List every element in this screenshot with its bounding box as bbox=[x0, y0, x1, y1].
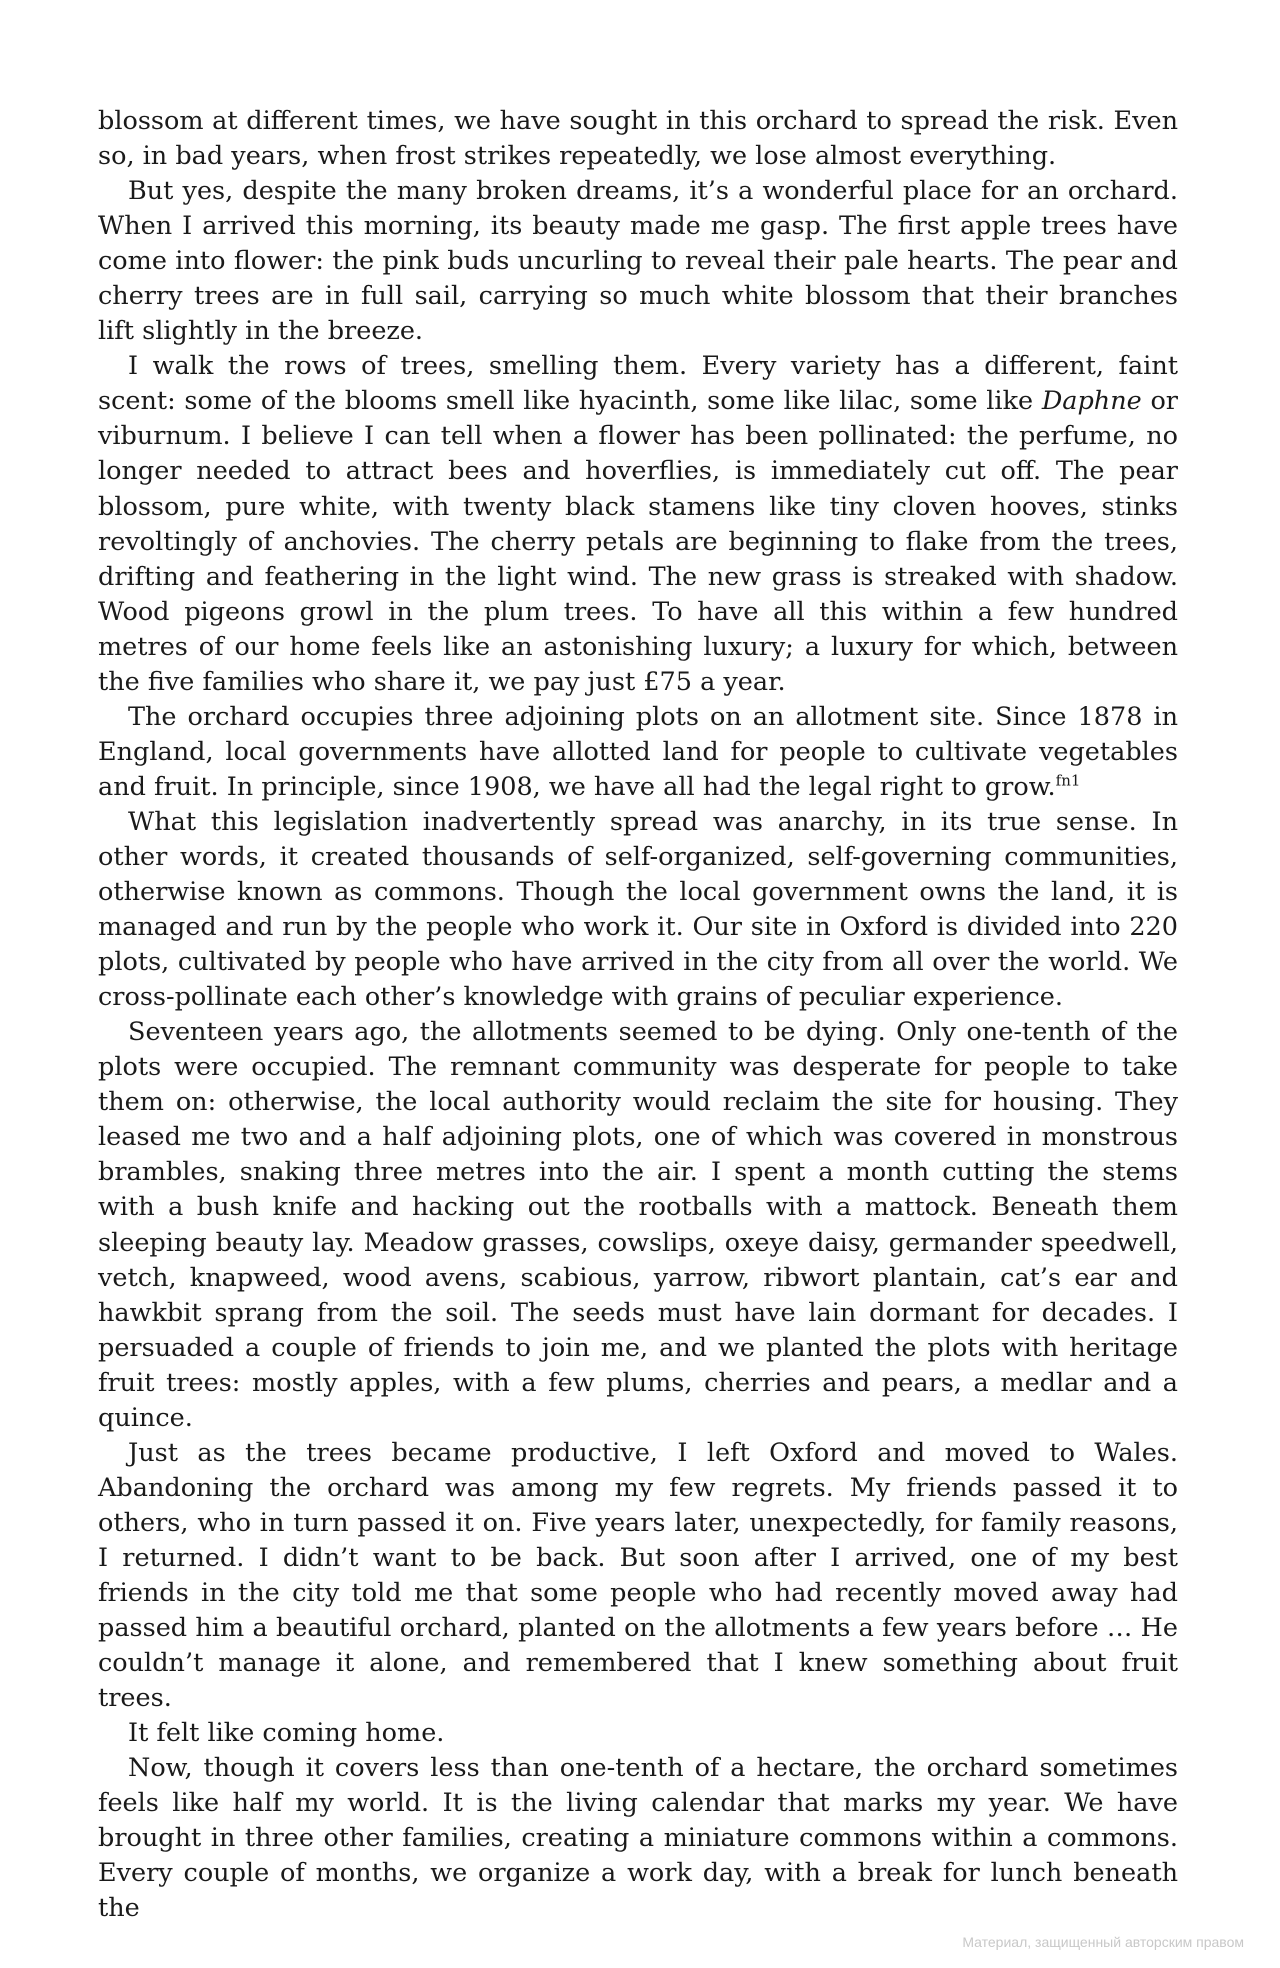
paragraph-5: What this legislation inadvertently spread was anarchy, in its true sense. In other words, it created thousands of self-organized, self-governing communities, otherwise known as commons. Though the local government owns the land, it is managed and run by the people who work it. Our site in Oxford is divided into 220 plots, cultivated by people who have arrived in the city from all over the world. We cross-pollinate each other’s knowledge with grains of peculiar experience. bbox=[98, 806, 1178, 1013]
paragraph-3-text-before: I walk the rows of trees, smelling them. Every variety has a different, faint scent: some of the blooms smell like hyacinth, some like lilac, some like bbox=[98, 351, 1178, 417]
paragraph-6: Seventeen years ago, the allotments seemed to be dying. Only one-tenth of the plots were occupied. The remnant community was desperate for people to take them on: otherwise, the local authority would reclaim the site for housing. They leased me two and a half adjoining plots, one of which was covered in monstrous brambles, snaking three metres into the air. I spent a month cutting the stems with a bush knife and hacking out the rootballs with a mattock. Beneath them sleeping beauty lay. Meadow grasses, cowslips, oxeye daisy, germander speedwell, vetch, knapweed, wood avens, scabious, yarrow, ribwort plantain, cat’s ear and hawkbit sprang from the soil. The seeds must have lain dormant for decades. I persuaded a couple of friends to join me, and we planted the plots with heritage fruit trees: mostly apples, with a few plums, cherries and pears, a medlar and a quince. bbox=[98, 1017, 1178, 1433]
paragraph-2: But yes, despite the many broken dreams, it’s a wonderful place for an orchard. When I arrived this morning, its beauty made me gasp. The first apple trees have come into flower: the pink buds uncurling to reveal their pale hearts. The pear and cherry trees are in full sail, carrying so much white blossom that their branches lift slightly in the breeze. bbox=[98, 176, 1178, 347]
paragraph-3-text-after: or viburnum. I believe I can tell when a flower has been pollinated: the perfume, no longer needed to attract bees and hoverflies, is immediately cut off. The pear blossom, pure white, with twenty black stamens like tiny cloven hooves, stinks revoltingly of anchovies. The cherry petals are beginning to flake from the trees, drifting and feathering in the light wind. The new grass is streaked with shadow. Wood pigeons growl in the plum trees. To have all this within a few hundred metres of our home feels like an astonishing luxury; a luxury for which, between the five families who share it, we pay just £75 a year. bbox=[98, 386, 1178, 697]
paragraph-8: It felt like coming home. bbox=[128, 1718, 445, 1749]
paragraph-7: Just as the trees became productive, I left Oxford and moved to Wales. Abandoning the orchard was among my few regrets. My friends passed it to others, who in turn passed it on. Five years later, unexpectedly, for family reasons, I returned. I didn’t want to be back. But soon after I arrived, one of my best friends in the city told me that some people who had recently moved away had passed him a beautiful orchard, planted on the allotments a few years before … He couldn’t manage it alone, and remembered that I knew something about fruit trees. bbox=[98, 1437, 1178, 1714]
paragraph-4 bbox=[98, 700, 1178, 805]
daphne-italic: Daphne bbox=[1041, 386, 1142, 417]
paragraph-1: blossom at different times, we have sought in this orchard to spread the risk. Even so, in bad years, when frost strikes repeatedly, we lose almost everything. bbox=[98, 106, 1178, 172]
footnote-reference[interactable]: fn1 bbox=[1055, 771, 1081, 790]
page-body bbox=[98, 104, 1178, 1926]
paragraph-9: Now, though it covers less than one-tenth of a hectare, the orchard sometimes feels like half my world. It is the living calendar that marks my year. We have brought in three other families, creating a miniature commons within a commons. Every couple of months, we organize a work day, with a break for lunch beneath the bbox=[98, 1753, 1178, 1924]
copyright-watermark: Материал, защищенный авторским правом bbox=[962, 1934, 1244, 1950]
paragraph-4-text: The orchard occupies three adjoining plots on an allotment site. Since 1878 in England, local governments have allotted land for people to cultivate vegetables and fruit. In principle, since 1908, we have all had the legal right to grow. bbox=[98, 701, 1178, 802]
paragraph-3 bbox=[98, 349, 1178, 699]
